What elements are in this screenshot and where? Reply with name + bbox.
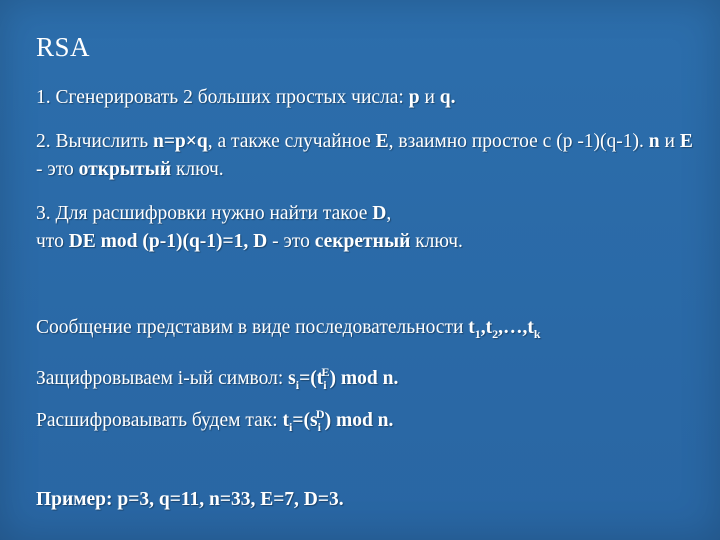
step-3-pre: 3. Для расшифровки нужно найти такое: [36, 203, 373, 224]
t-var: t: [468, 317, 475, 338]
encrypt-pre: Защифровываем i-ый символ:: [36, 368, 289, 389]
sub-2: 2: [492, 327, 499, 341]
open-word: открытый: [78, 159, 172, 180]
message-pre: Сообщение представим в виде последовательности: [36, 317, 469, 338]
eq-text: =(t: [299, 368, 324, 389]
secret-word: секретный: [314, 231, 411, 252]
sequence: [468, 317, 541, 341]
e-var: E: [375, 131, 389, 152]
p-var: p: [408, 87, 420, 108]
d-var: D: [372, 203, 387, 224]
step-2: [36, 128, 696, 184]
step-2-rest: , взаимно простое с (p -1)(q-1).: [388, 131, 649, 152]
step-1-text: 1. Сгенерировать 2 больших простых числа:: [36, 87, 409, 108]
example-text: Пример: p=3, q=11, n=33, E=7, D=3.: [36, 489, 344, 510]
and-text: и: [419, 87, 440, 108]
step-2-pre: 2. Вычислить: [36, 131, 153, 152]
encrypt-formula: [288, 365, 399, 392]
sup-d: D: [315, 407, 325, 421]
slide-title: RSA: [36, 32, 91, 62]
step-3: [36, 200, 696, 256]
n-formula: n=p×q: [152, 131, 208, 152]
step-1: [36, 84, 696, 112]
example-line: [36, 486, 696, 514]
mod-text: ) mod n.: [324, 410, 394, 431]
mod-text: ) mod n.: [329, 368, 399, 389]
step-2-mid: , а также случайное: [207, 131, 376, 152]
q-var: q.: [439, 87, 456, 108]
sub-k: k: [533, 327, 541, 341]
encrypt-line: [36, 358, 696, 399]
sup-e: E: [321, 365, 330, 379]
step-3-comma: ,: [386, 203, 392, 224]
sub-i: i: [323, 378, 327, 392]
t-var: t: [282, 410, 290, 431]
key-word: ключ.: [410, 231, 463, 252]
s-var: s: [288, 368, 296, 389]
decrypt-line: [36, 400, 696, 441]
sub-i: i: [289, 420, 293, 434]
step-3-line2-pre: что: [36, 231, 69, 252]
sub-i: i: [295, 378, 300, 392]
t-var: ,…,t: [498, 317, 534, 338]
dash-text: - это: [36, 159, 79, 180]
sub-i: i: [317, 420, 321, 434]
decrypt-formula: [282, 407, 394, 434]
message-line: [36, 314, 696, 348]
n-var: n: [648, 131, 660, 152]
decrypt-pre: Расшифроваывать будем так:: [36, 410, 283, 431]
sub-1: 1: [474, 327, 481, 341]
eq-text: =(s: [292, 410, 318, 431]
key-word: ключ.: [171, 159, 224, 180]
e-var: E: [679, 131, 693, 152]
t-var: ,t: [480, 317, 493, 338]
de-formula: DE mod (p-1)(q-1)=1, D: [68, 231, 268, 252]
and-text: и: [659, 131, 680, 152]
dash-text: - это: [267, 231, 315, 252]
